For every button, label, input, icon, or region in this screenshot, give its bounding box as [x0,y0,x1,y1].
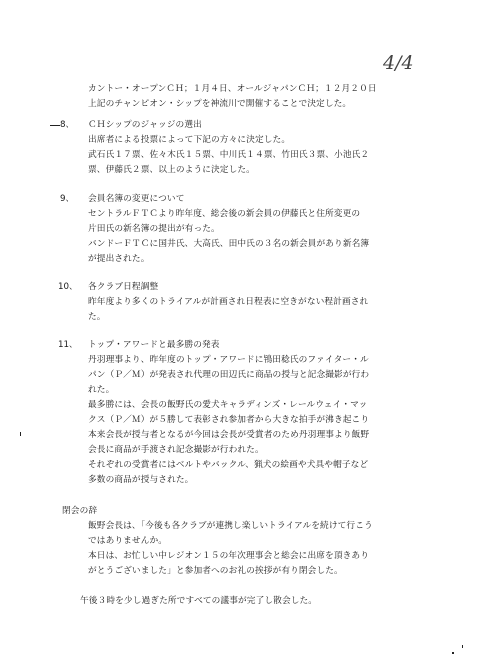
section-11-line-4: 最多勝には、会長の飯野氏の愛犬キャラディンズ・レールウェイ・マッ [88,400,368,410]
section-9-line-2: 片田氏の新名簿の提出が有った。 [88,224,220,234]
intro-line-1: カントー・オープンＣＨ；１月４日、オールジャパンＣＨ；１２月２０日 [88,84,377,94]
section-11-title: トップ・アワードと最多勝の発表 [88,340,220,350]
closing-title: 閉会の辞 [62,506,98,516]
section-9-title: 会員名簿の変更について [88,194,185,204]
section-10-line-2: た。 [88,312,106,322]
section-11-number: 11、 [58,340,78,350]
section-10-line-1: 昨年度より多くのトライアルが計画され日程表に空きがない程計画され [88,297,369,307]
section-11-line-8: それぞれの受賞者にはベルトやバックル、猟犬の絵画や犬具や帽子など [88,460,369,470]
section-8-number: 8、 [60,120,75,130]
closing-line-4: がとうございました」と参加者へのお礼の挨拶が有り閉会した。 [88,566,343,576]
closing-line-2: ではありませんか。 [88,536,168,546]
section-11-line-2: パン（Ｐ／Ｍ）が発表され代理の田辺氏に商品の授与と記念撮影が行わ [88,370,370,380]
intro-line-2: 上記のチャンピオン・シップを神流川で開催することで決定した。 [88,99,352,109]
section-11-line-6: 本来会長が授与者となるが今回は会長が受賞者のため丹羽理事より飯野 [88,430,370,440]
page-number: 4/4 [383,52,414,74]
closing-line-3: 本日は、お忙しい中レジオン１５の年次理事会と総会に出席を頂きあり [88,551,369,561]
section-8-title: ＣＨシップのジャッジの選出 [88,120,202,130]
section-11-line-5: クス（Ｐ／Ｍ）が５勝して表彰され参加者から大きな拍手が沸き起こり [88,415,370,425]
section-11-line-1: 丹羽理事より、昨年度のトップ・アワードに鴇田稔氏のファイター・ル [88,355,369,365]
margin-mark [50,125,60,126]
scan-speck [462,645,463,648]
section-11-line-9: 多数の商品が授与された。 [88,475,194,485]
section-10-number: 10、 [58,282,78,292]
section-8-line-1: 出席者による投票によって下記の方々に決定した。 [88,135,291,145]
section-11-line-3: れた。 [88,385,115,395]
scan-speck [452,652,454,654]
section-8-line-2: 武石氏１７票、佐々木氏１５票、中川氏１４票、竹田氏３票、小池氏２ [88,150,370,160]
section-11-line-7: 会長に商品が手渡され記念撮影が行われた。 [88,445,264,455]
section-10-title: 各クラブ日程調整 [88,282,159,292]
final-line: 午後３時を少し過ぎた所ですべての議事が完了し散会した。 [80,596,318,606]
section-9-number: 9、 [60,194,75,204]
section-8-line-3: 票、伊藤氏２票、以上のように決定した。 [88,165,255,175]
closing-line-1: 飯野会長は、「今後も各クラブが連携し楽しいトライアルを続けて行こう [88,521,373,531]
section-9-line-4: が提出された。 [88,254,150,264]
section-9-line-1: セントラルＦＴＣより昨年度、総会後の新会員の伊藤氏と住所変更の [88,209,361,219]
margin-mark [20,432,21,436]
section-9-line-3: バンドーＦＴＣに国井氏、大高氏、田中氏の３名の新会員があり新名簿 [88,239,370,249]
